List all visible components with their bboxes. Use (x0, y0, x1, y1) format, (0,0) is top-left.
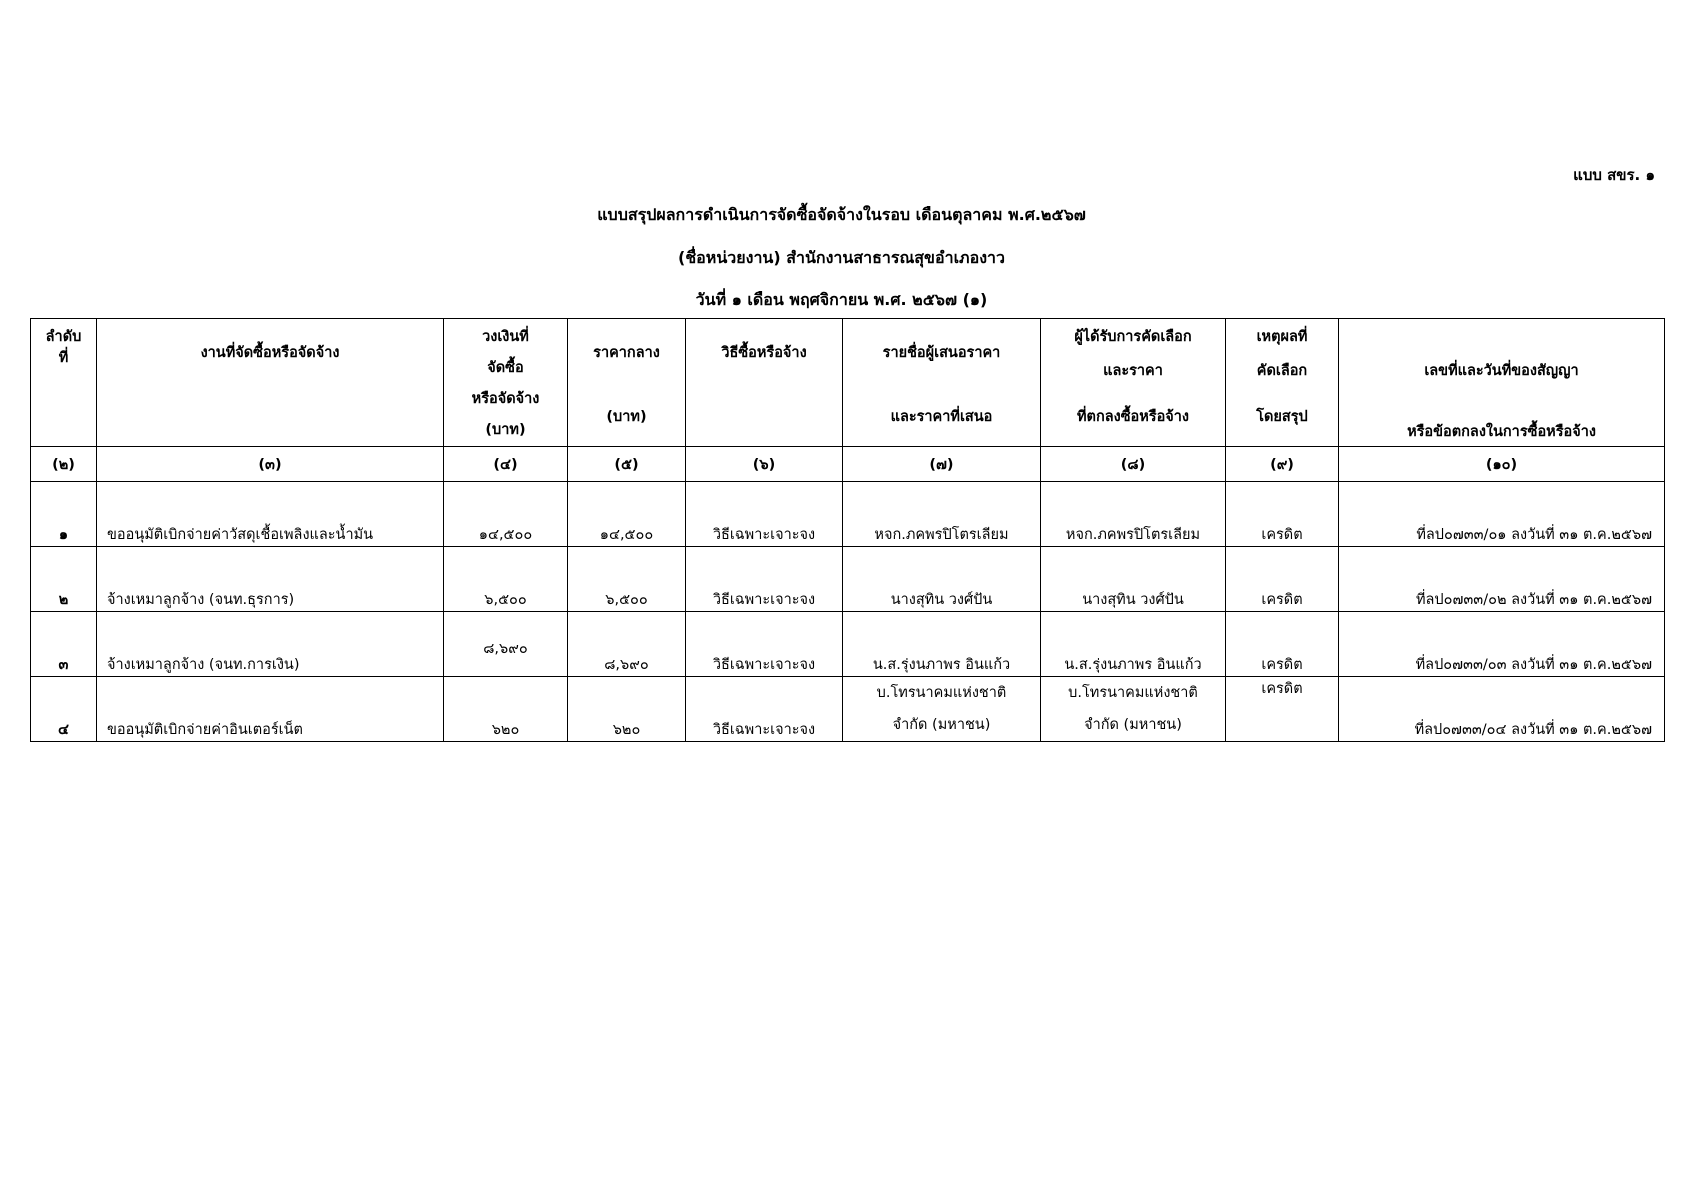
cell-median-price: ๖๒๐ (568, 677, 686, 742)
bidder-name-line: บ.โทรนาคมแห่งชาติ (876, 685, 1007, 701)
cell-budget-value: ๘,๖๙๐ (483, 641, 528, 657)
header-selected-line: ผู้ได้รับการคัดเลือก (1074, 329, 1192, 345)
column-index: (๑๐) (1339, 447, 1665, 482)
cell-method: วิธีเฉพาะเจาะจง (686, 677, 843, 742)
cell-bidders (843, 677, 1041, 742)
header-reason-line: โดยสรุป (1256, 409, 1308, 425)
report-date: วันที่ ๑ เดือน พฤศจิกายน พ.ศ. ๒๕๖๗ (๑) (695, 290, 988, 309)
cell-no: ๓ (31, 612, 97, 677)
column-index-row (31, 447, 1665, 482)
cell-reason: เครดิต (1226, 547, 1339, 612)
cell-task: ขออนุมัติเบิกจ่ายค่าอินเตอร์เน็ต (97, 677, 444, 742)
cell-no: ๔ (31, 677, 97, 742)
cell-median-price: ๑๔,๕๐๐ (568, 482, 686, 547)
column-index: (๕) (568, 447, 686, 482)
table-row (31, 612, 1665, 677)
header-selected-line: และราคา (1103, 363, 1163, 379)
table-row (31, 547, 1665, 612)
cell-method: วิธีเฉพาะเจาะจง (686, 482, 843, 547)
cell-reason: เครดิต (1226, 482, 1339, 547)
cell-reason: เครดิต (1226, 612, 1339, 677)
cell-selected: น.ส.รุ่งนภาพร อินแก้ว (1041, 612, 1226, 677)
cell-selected (1041, 677, 1226, 742)
table-row (31, 482, 1665, 547)
cell-bidders: น.ส.รุ่งนภาพร อินแก้ว (843, 612, 1041, 677)
header-reason (1226, 319, 1339, 447)
cell-task: จ้างเหมาลูกจ้าง (จนท.ธุรการ) (97, 547, 444, 612)
header-task-line: งานที่จัดซื้อหรือจัดจ้าง (200, 345, 340, 361)
header-no-line: ลำดับ (45, 329, 82, 345)
cell-median-price: ๘,๖๙๐ (568, 612, 686, 677)
cell-bidders: หจก.ภคพรปิโตรเลียม (843, 482, 1041, 547)
header-no-line: ที่ (58, 350, 69, 366)
cell-budget: ๑๔,๕๐๐ (444, 482, 568, 547)
cell-contract: ที่ลป๐๗๓๓/๐๒ ลงวันที่ ๓๑ ต.ค.๒๕๖๗ (1339, 547, 1665, 612)
cell-no: ๑ (31, 482, 97, 547)
header-bidders-line: รายชื่อผู้เสนอราคา (882, 345, 1001, 361)
procurement-summary-table (30, 318, 1665, 742)
header-median-price (568, 319, 686, 447)
cell-method: วิธีเฉพาะเจาะจง (686, 612, 843, 677)
header-budget (444, 319, 568, 447)
table-row (31, 677, 1665, 742)
selected-name-line: บ.โทรนาคมแห่งชาติ (1068, 685, 1198, 701)
cell-median-price: ๖,๕๐๐ (568, 547, 686, 612)
form-code: แบบ สขร. ๑ (1573, 166, 1655, 184)
header-no (31, 319, 97, 447)
header-method (686, 319, 843, 447)
header-row (31, 319, 1665, 447)
header-selected (1041, 319, 1226, 447)
header-reason-line: เหตุผลที่ (1256, 329, 1308, 345)
cell-contract: ที่ลป๐๗๓๓/๐๑ ลงวันที่ ๓๑ ต.ค.๒๕๖๗ (1339, 482, 1665, 547)
header-bidders (843, 319, 1041, 447)
header-contract-line: หรือข้อตกลงในการซื้อหรือจ้าง (1407, 424, 1596, 440)
column-index: (๗) (843, 447, 1041, 482)
column-index: (๒) (31, 447, 97, 482)
header-budget-line: วงเงินที่ (482, 329, 529, 345)
column-index: (๙) (1226, 447, 1339, 482)
cell-contract: ที่ลป๐๗๓๓/๐๓ ลงวันที่ ๓๑ ต.ค.๒๕๖๗ (1339, 612, 1665, 677)
header-contract (1339, 319, 1665, 447)
header-budget-line: หรือจัดจ้าง (471, 391, 540, 407)
header-method-line: วิธีซื้อหรือจ้าง (721, 345, 807, 361)
header-median-line: ราคากลาง (593, 345, 660, 361)
column-index: (๓) (97, 447, 444, 482)
header-median-line: (บาท) (606, 409, 647, 425)
cell-bidders: นางสุทิน วงศ์ปัน (843, 547, 1041, 612)
cell-budget: ๖,๕๐๐ (444, 547, 568, 612)
selected-name-line: จำกัด (มหาชน) (1084, 717, 1182, 733)
header-task (97, 319, 444, 447)
header-contract-line: เลขที่และวันที่ของสัญญา (1424, 363, 1579, 379)
column-index: (๖) (686, 447, 843, 482)
header-bidders-line: และราคาที่เสนอ (890, 409, 993, 425)
cell-task: จ้างเหมาลูกจ้าง (จนท.การเงิน) (97, 612, 444, 677)
cell-task: ขออนุมัติเบิกจ่ายค่าวัสดุเชื้อเพลิงและน้ำมัน (97, 482, 444, 547)
cell-reason: เครดิต (1226, 677, 1339, 742)
bidder-name-line: จำกัด (มหาชน) (892, 717, 991, 733)
header-budget-line: (บาท) (485, 422, 526, 438)
cell-budget: ๖๒๐ (444, 677, 568, 742)
header-budget-line: จัดซื้อ (487, 360, 524, 376)
cell-selected: หจก.ภคพรปิโตรเลียม (1041, 482, 1226, 547)
cell-selected: นางสุทิน วงศ์ปัน (1041, 547, 1226, 612)
column-index: (๔) (444, 447, 568, 482)
header-reason-line: คัดเลือก (1256, 363, 1308, 379)
document-title: แบบสรุปผลการดำเนินการจัดซื้อจัดจ้างในรอบ เดือนตุลาคม พ.ศ.๒๕๖๗ (597, 205, 1086, 224)
header-selected-line: ที่ตกลงซื้อหรือจ้าง (1076, 409, 1190, 425)
cell-method: วิธีเฉพาะเจาะจง (686, 547, 843, 612)
agency-name: (ชื่อหน่วยงาน) สำนักงานสาธารณสุขอำเภองาว (678, 248, 1005, 267)
cell-contract: ที่ลป๐๗๓๓/๐๔ ลงวันที่ ๓๑ ต.ค.๒๕๖๗ (1339, 677, 1665, 742)
column-index: (๘) (1041, 447, 1226, 482)
cell-budget (444, 612, 568, 677)
cell-no: ๒ (31, 547, 97, 612)
